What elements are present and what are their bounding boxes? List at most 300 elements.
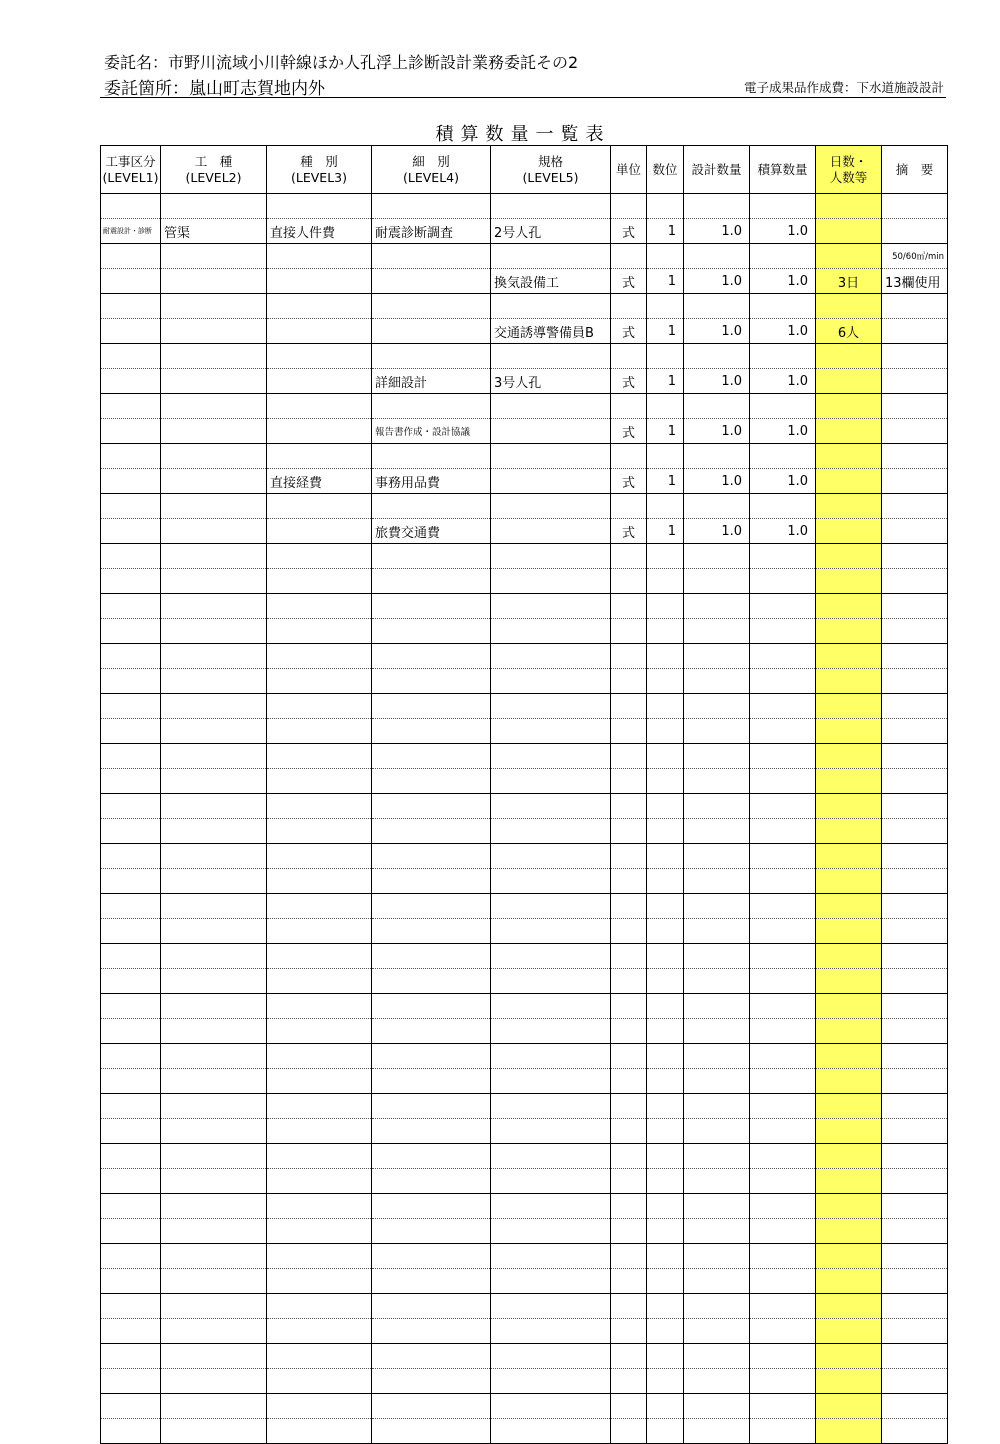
header-level4 [372, 146, 491, 194]
table-cell [161, 444, 267, 469]
table-cell [161, 894, 267, 919]
table-cell [750, 544, 816, 569]
table-cell [372, 644, 491, 669]
table-cell [647, 1269, 684, 1294]
table-cell [372, 794, 491, 819]
table-cell [101, 519, 161, 544]
table-cell [491, 844, 611, 869]
table-cell [816, 544, 882, 569]
table-cell [882, 1144, 948, 1169]
table-cell [161, 194, 267, 219]
table-cell: 1 [647, 319, 684, 344]
table-cell [684, 244, 750, 269]
table-cell [882, 869, 948, 894]
table-cell: 耐震診断調査 [372, 219, 491, 244]
table-cell [267, 819, 372, 844]
table-cell [684, 794, 750, 819]
table-cell [816, 1019, 882, 1044]
header-label: 単位 [615, 161, 641, 177]
table-cell: 3号人孔 [491, 369, 611, 394]
table-cell [101, 494, 161, 519]
table-cell [647, 1344, 684, 1369]
table-cell [882, 1319, 948, 1344]
table-cell [611, 1094, 647, 1119]
table-cell [647, 894, 684, 919]
table-cell [101, 1419, 161, 1444]
table-cell [161, 644, 267, 669]
table-cell [491, 769, 611, 794]
table-cell [491, 669, 611, 694]
table-cell [816, 1169, 882, 1194]
table-cell: 換気設備工 [491, 269, 611, 294]
table-cell [647, 1169, 684, 1194]
table-cell [611, 869, 647, 894]
table-cell [101, 419, 161, 444]
table-cell [882, 1194, 948, 1219]
table-cell [267, 1269, 372, 1294]
table-cell [101, 1019, 161, 1044]
table-cell [750, 344, 816, 369]
table-cell [684, 1394, 750, 1419]
header-level3 [267, 146, 372, 194]
table-row [101, 594, 948, 619]
table-cell [684, 494, 750, 519]
table-cell [267, 719, 372, 744]
table-cell [750, 644, 816, 669]
table-cell [267, 244, 372, 269]
table-cell [101, 969, 161, 994]
table-cell [647, 1244, 684, 1269]
table-cell [372, 1194, 491, 1219]
table-cell [750, 1294, 816, 1319]
table-cell [491, 444, 611, 469]
header-sublabel: (LEVEL1) [102, 169, 159, 185]
table-cell [611, 444, 647, 469]
table-cell [882, 1169, 948, 1194]
table-cell [611, 1394, 647, 1419]
table-cell [816, 569, 882, 594]
table-cell [816, 519, 882, 544]
table-cell [750, 244, 816, 269]
table-cell [816, 1394, 882, 1419]
table-cell [161, 969, 267, 994]
table-cell [816, 769, 882, 794]
table-row [101, 1169, 948, 1194]
table-cell [684, 1169, 750, 1194]
table-cell [491, 1294, 611, 1319]
header-level2 [161, 146, 267, 194]
table-cell [647, 944, 684, 969]
table-cell [882, 394, 948, 419]
table-cell [684, 919, 750, 944]
table-cell: 1.0 [750, 269, 816, 294]
table-row [101, 769, 948, 794]
table-cell [161, 994, 267, 1019]
table-cell [611, 769, 647, 794]
table-cell [647, 1119, 684, 1144]
table-cell [882, 1069, 948, 1094]
table-cell [372, 869, 491, 894]
table-cell [267, 369, 372, 394]
header-label: 工事区分 [105, 153, 156, 169]
table-cell [684, 1194, 750, 1219]
table-cell [372, 294, 491, 319]
table-cell [267, 1119, 372, 1144]
table-row [101, 819, 948, 844]
table-cell [611, 794, 647, 819]
table-cell [684, 944, 750, 969]
table-cell [684, 1269, 750, 1294]
table-cell [882, 1094, 948, 1119]
table-cell [611, 719, 647, 744]
table-cell [101, 844, 161, 869]
table-cell: 耐震設計・診断 [101, 219, 161, 244]
table-cell [647, 669, 684, 694]
table-cell [611, 244, 647, 269]
table-cell [101, 1294, 161, 1319]
table-cell [491, 419, 611, 444]
table-cell [101, 294, 161, 319]
table-cell [750, 694, 816, 719]
table-cell [161, 294, 267, 319]
table-cell [101, 644, 161, 669]
contract-name: 委託名：市野川流域小川幹線ほか人孔浮上診断設計業務委託その2 [104, 53, 579, 72]
table-cell [491, 1269, 611, 1294]
table-cell [611, 1044, 647, 1069]
table-cell [647, 1319, 684, 1344]
table-row [101, 369, 948, 394]
table-cell [372, 494, 491, 519]
table-cell [816, 719, 882, 744]
table-cell [611, 1069, 647, 1094]
table-cell [267, 1344, 372, 1369]
table-row [101, 1019, 948, 1044]
table-row [101, 1144, 948, 1169]
table-cell [882, 594, 948, 619]
table-cell: 1 [647, 419, 684, 444]
table-cell: 式 [611, 319, 647, 344]
table-cell [882, 894, 948, 919]
table-cell [267, 669, 372, 694]
table-cell [372, 844, 491, 869]
table-cell: 1.0 [684, 469, 750, 494]
table-cell [647, 744, 684, 769]
header-label: 細 別 [412, 153, 450, 169]
table-cell [882, 969, 948, 994]
table-cell [101, 819, 161, 844]
table-cell [161, 844, 267, 869]
table-cell [267, 1319, 372, 1344]
table-row [101, 519, 948, 544]
table-cell [491, 1069, 611, 1094]
table-cell [647, 969, 684, 994]
table-cell [882, 344, 948, 369]
table-cell [816, 469, 882, 494]
table-cell [372, 1244, 491, 1269]
table-cell [161, 419, 267, 444]
table-cell: 13欄使用 [882, 269, 948, 294]
table-cell [816, 994, 882, 1019]
table-cell [750, 569, 816, 594]
table-cell [647, 844, 684, 869]
table-cell [611, 1269, 647, 1294]
table-cell [647, 1219, 684, 1244]
table-cell [684, 1319, 750, 1344]
table-cell [684, 344, 750, 369]
table-cell [491, 469, 611, 494]
table-cell [161, 1069, 267, 1094]
table-cell [750, 719, 816, 744]
table-cell [882, 719, 948, 744]
table-cell [491, 1394, 611, 1419]
table-cell [882, 544, 948, 569]
table-cell [816, 1069, 882, 1094]
table-cell [372, 1344, 491, 1369]
table-cell [267, 344, 372, 369]
table-row [101, 1344, 948, 1369]
table-cell: 事務用品費 [372, 469, 491, 494]
table-cell [611, 894, 647, 919]
table-cell [647, 1019, 684, 1044]
table-cell [684, 619, 750, 644]
table-cell [161, 719, 267, 744]
table-cell [161, 1094, 267, 1119]
table-cell [372, 669, 491, 694]
table-cell [647, 569, 684, 594]
table-cell: 1 [647, 269, 684, 294]
table-cell [101, 1319, 161, 1344]
table-cell [101, 1269, 161, 1294]
table-row [101, 344, 948, 369]
table-cell [611, 844, 647, 869]
table-cell [491, 1169, 611, 1194]
table-cell [684, 669, 750, 694]
table-cell [750, 1044, 816, 1069]
table-cell [491, 1194, 611, 1219]
table-cell [267, 394, 372, 419]
table-cell [267, 494, 372, 519]
table-cell [684, 1044, 750, 1069]
table-cell [161, 1194, 267, 1219]
table-cell [882, 919, 948, 944]
table-cell: 1.0 [684, 369, 750, 394]
table-cell [101, 1394, 161, 1419]
table-cell [267, 894, 372, 919]
table-cell [882, 619, 948, 644]
table-cell [267, 569, 372, 594]
header-sublabel: (LEVEL2) [185, 169, 242, 185]
page-title: 積算数量一覧表 [435, 124, 611, 145]
table-cell [267, 269, 372, 294]
table-cell [267, 1044, 372, 1069]
table-cell [491, 544, 611, 569]
header-label: 設計数量 [691, 161, 742, 177]
table-cell [816, 694, 882, 719]
table-cell [750, 1219, 816, 1244]
table-cell: 1.0 [684, 519, 750, 544]
table-cell [611, 594, 647, 619]
table-cell [267, 619, 372, 644]
table-cell [750, 594, 816, 619]
table-cell: 式 [611, 419, 647, 444]
table-cell [101, 1194, 161, 1219]
table-cell [816, 869, 882, 894]
table-cell [684, 894, 750, 919]
table-cell [684, 194, 750, 219]
table-cell [882, 1244, 948, 1269]
table-cell [101, 1119, 161, 1144]
table-cell [491, 1144, 611, 1169]
table-cell [267, 294, 372, 319]
table-cell [267, 1069, 372, 1094]
header-label: 日数・ [829, 153, 868, 169]
header-level1 [101, 146, 161, 194]
table-cell [882, 194, 948, 219]
table-row [101, 1194, 948, 1219]
table-cell [161, 1044, 267, 1069]
table-cell [611, 1419, 647, 1444]
table-cell [647, 794, 684, 819]
table-cell [816, 669, 882, 694]
table-cell [647, 244, 684, 269]
table-cell [161, 1119, 267, 1144]
table-cell [882, 794, 948, 819]
table-cell [267, 319, 372, 344]
table-cell [101, 369, 161, 394]
table-cell [372, 1069, 491, 1094]
table-cell [372, 769, 491, 794]
table-cell [267, 644, 372, 669]
table-cell: 式 [611, 369, 647, 394]
table-cell [372, 319, 491, 344]
table-cell [101, 1144, 161, 1169]
table-cell [161, 1369, 267, 1394]
table-cell [816, 1219, 882, 1244]
table-cell [750, 869, 816, 894]
table-cell [750, 969, 816, 994]
table-cell [684, 869, 750, 894]
table-cell [816, 644, 882, 669]
table-cell [611, 1119, 647, 1144]
table-cell [372, 1169, 491, 1194]
table-cell [750, 844, 816, 869]
table-cell [750, 1244, 816, 1269]
table-cell [882, 1369, 948, 1394]
table-cell [101, 319, 161, 344]
table-cell [267, 1419, 372, 1444]
table-row [101, 1394, 948, 1419]
table-cell [372, 744, 491, 769]
table-row [101, 494, 948, 519]
table-cell [684, 1369, 750, 1394]
table-cell [647, 1069, 684, 1094]
table-cell [816, 1094, 882, 1119]
table-row [101, 744, 948, 769]
header-label: 摘 要 [895, 161, 934, 177]
table-cell: 1.0 [750, 469, 816, 494]
table-cell [372, 1419, 491, 1444]
table-cell [372, 694, 491, 719]
table-cell [161, 1219, 267, 1244]
table-cell [491, 1344, 611, 1369]
table-cell: 管渠 [161, 219, 267, 244]
table-cell [267, 1094, 372, 1119]
table-cell: 2号人孔 [491, 219, 611, 244]
table-cell [491, 194, 611, 219]
header-level5 [491, 146, 611, 194]
table-cell [611, 344, 647, 369]
table-cell [882, 669, 948, 694]
table-cell [267, 844, 372, 869]
table-row [101, 794, 948, 819]
table-cell [161, 269, 267, 294]
table-cell [882, 819, 948, 844]
table-cell [611, 1219, 647, 1244]
table-cell [816, 1044, 882, 1069]
table-cell [161, 319, 267, 344]
table-cell [816, 194, 882, 219]
table-row [101, 694, 948, 719]
table-cell [372, 819, 491, 844]
table-row [101, 869, 948, 894]
table-cell [372, 894, 491, 919]
table-cell [101, 1169, 161, 1194]
table-cell [491, 919, 611, 944]
table-cell [816, 1119, 882, 1144]
table-cell [647, 1419, 684, 1444]
table-cell [750, 894, 816, 919]
table-cell [372, 444, 491, 469]
table-cell [816, 794, 882, 819]
table-cell [816, 969, 882, 994]
table-cell [684, 844, 750, 869]
table-cell [491, 994, 611, 1019]
table-cell: 1 [647, 519, 684, 544]
table-cell [372, 269, 491, 294]
table-cell [101, 1369, 161, 1394]
table-row [101, 1244, 948, 1269]
table-cell: 1 [647, 369, 684, 394]
table-cell [611, 619, 647, 644]
table-cell [101, 269, 161, 294]
table-cell: 1.0 [684, 269, 750, 294]
table-cell [684, 994, 750, 1019]
table-cell [267, 869, 372, 894]
table-cell [161, 1294, 267, 1319]
table-cell [611, 569, 647, 594]
table-cell [750, 794, 816, 819]
table-cell [491, 244, 611, 269]
table-cell [101, 1344, 161, 1369]
table-cell [647, 344, 684, 369]
table-cell: 式 [611, 219, 647, 244]
table-row [101, 894, 948, 919]
table-cell [611, 1019, 647, 1044]
table-cell [684, 1294, 750, 1319]
table-cell [491, 944, 611, 969]
table-cell [101, 1044, 161, 1069]
table-cell [267, 1019, 372, 1044]
table-cell [882, 994, 948, 1019]
table-cell [491, 594, 611, 619]
table-cell [684, 1094, 750, 1119]
table-cell [882, 1119, 948, 1144]
table-cell [611, 1194, 647, 1219]
table-cell [684, 544, 750, 569]
table-cell [161, 869, 267, 894]
table-cell [372, 1394, 491, 1419]
table-cell [101, 344, 161, 369]
